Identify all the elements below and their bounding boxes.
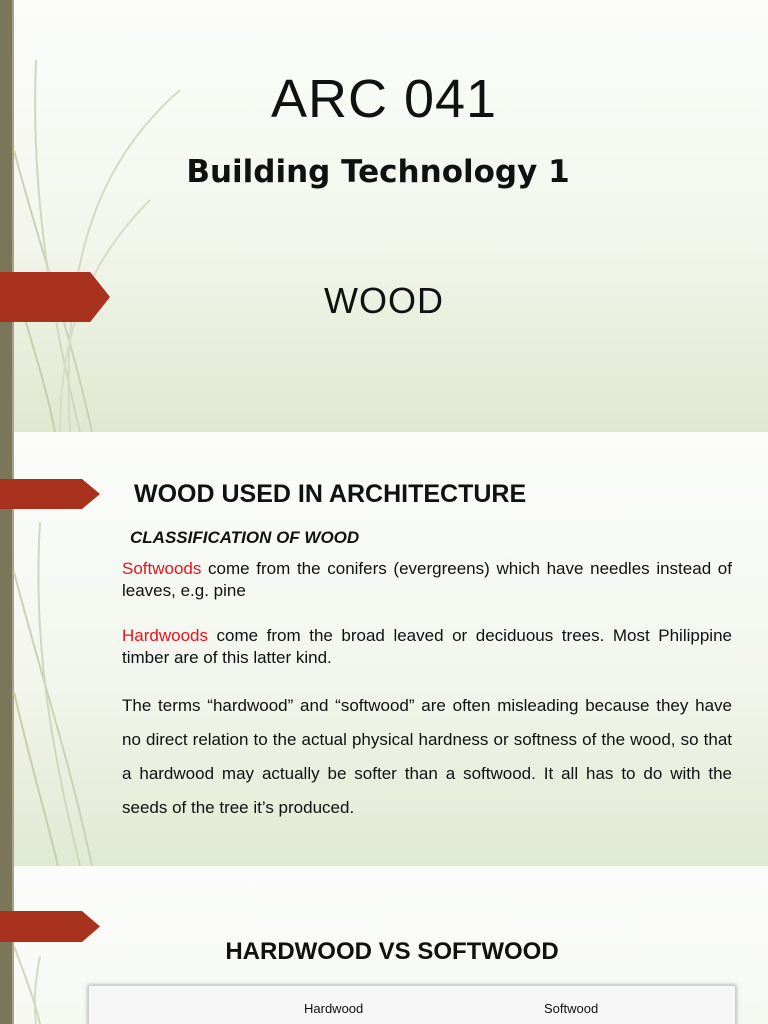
hardwoods-text: come from the broad leaved or deciduous trees. Most Philippine timber are of this latter kind. bbox=[122, 626, 732, 667]
course-title: Building Technology 1 bbox=[186, 154, 570, 190]
comparison-heading: HARDWOOD VS SOFTWOOD bbox=[225, 938, 559, 965]
topic-title: WOOD bbox=[324, 280, 444, 321]
decorative-vines bbox=[0, 0, 200, 432]
softwoods-paragraph bbox=[122, 558, 732, 602]
table-header-softwood: Softwood bbox=[544, 1001, 599, 1016]
hardwoods-paragraph bbox=[122, 625, 732, 669]
hardwoods-term: Hardwoods bbox=[122, 626, 208, 645]
course-code: ARC 041 bbox=[270, 69, 498, 129]
table-header-hardwood: Hardwood bbox=[304, 1001, 364, 1016]
comparison-table bbox=[88, 985, 736, 1024]
arrow-marker bbox=[0, 479, 100, 509]
softwoods-text: come from the conifers (evergreens) which have needles instead of leaves, e.g. pine bbox=[122, 559, 732, 600]
title-slide bbox=[0, 0, 768, 432]
subheading: CLASSIFICATION OF WOOD bbox=[130, 528, 360, 547]
comparison-slide bbox=[0, 866, 768, 1024]
note-paragraph: The terms “hardwood” and “softwood” are often misleading because they have no direct relation to the actual physical hardness or softness of the wood, so that a hardwood may actually be softer than a softwood. It all has to do with the seeds of the tree it’s produced. bbox=[122, 696, 732, 817]
softwoods-term: Softwoods bbox=[122, 559, 202, 578]
content-slide bbox=[0, 432, 768, 866]
section-heading: WOOD USED IN ARCHITECTURE bbox=[134, 480, 527, 508]
